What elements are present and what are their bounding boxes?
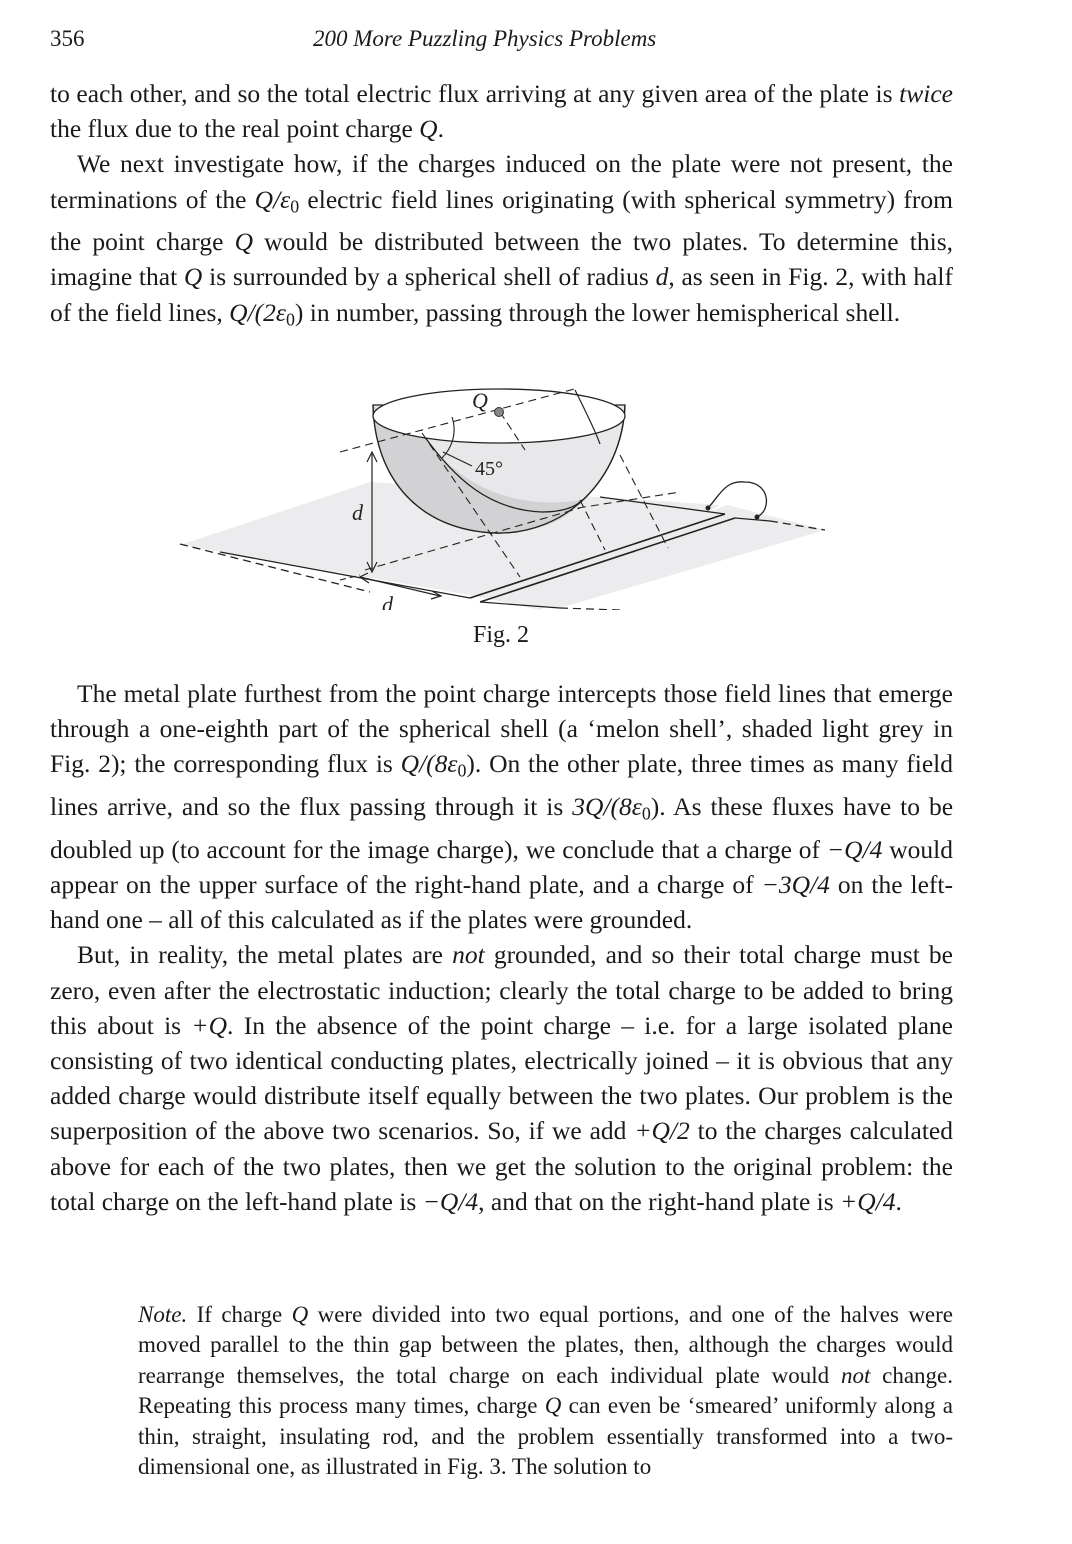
text: grounded, and so their total charge must be zero, even after the electrostatic induction; clearly the total charge to be added to bring this about is <box>50 940 953 1040</box>
text: . As these fluxes have to be doubled up (to account for the image charge), we conclude that a charge of <box>50 792 954 864</box>
math-3Q-over-8eps0: $3Q/(8\varepsilon_0)$ <box>572 792 660 824</box>
emphasis-twice: twice <box>899 79 953 108</box>
paragraph-3 <box>50 676 953 937</box>
body-text-bottom <box>50 676 953 1219</box>
math-Q-over-eps0: $Q/\varepsilon_0$ <box>254 184 300 217</box>
emphasis-not: not <box>452 940 485 970</box>
text: is surrounded by a spherical shell of radius <box>202 262 656 292</box>
text: were divided into two equal portions, and one of the halves were moved parallel to the thin gap between the plates, then, although the charges would rearrange themselves, the total charge on each individual plate would <box>138 1302 954 1388</box>
text: would be distributed between the two plates. To determine this, imagine that <box>50 227 953 292</box>
text: to each other, and so the total electric flux arriving at any given area of the plate is <box>50 79 900 108</box>
text: . On the other plate, three times as many field lines arrive, and so the flux passing through it is <box>50 749 953 822</box>
math-Q: Q <box>183 262 203 292</box>
text: on the left-hand one – all of this calculated as if the plates were grounded. <box>50 869 953 935</box>
paragraph-2 <box>50 146 953 337</box>
point-charge-icon <box>495 408 504 417</box>
text: can even be ‘smeared’ uniformly along a thin, straight, insulating rod, and the problem essentially transformed into a two-dimensional one, as illustrated in Fig. 3. The solution to <box>138 1393 953 1480</box>
text: , as seen in Fig. 2, with half of the field lines, <box>50 262 953 327</box>
text: electric field lines originating (with spherical symmetry) from the point charge <box>50 184 953 257</box>
note-block <box>138 1300 953 1482</box>
text: We next investigate how, if the charges induced on the plate were not present, the terminations of the <box>50 149 953 214</box>
angle-label: 45° <box>475 458 503 480</box>
math-Q: Q <box>419 114 438 144</box>
math-Q: Q <box>291 1302 309 1327</box>
text: , and that on the right-hand plate is <box>478 1186 841 1216</box>
math-Q: Q <box>234 227 253 257</box>
page-number: 356 <box>50 26 85 51</box>
text: . In the absence of the point charge – i.e. for a large isolated plane consisting of two identical conducting plates, electrically joined – it is obvious that any added charge would distribute itself equally between the two plates. Our problem is the superposition of the above two scenarios. So, if we add <box>50 1010 953 1146</box>
text: . <box>437 114 444 144</box>
text: change. Repeating this process many times, charge <box>138 1362 953 1419</box>
text: in number, passing through the lower hemispherical shell. <box>303 297 901 327</box>
text: the flux due to the real point charge <box>50 114 420 144</box>
figure-2 <box>160 370 840 610</box>
text: But, in reality, the metal plates are <box>77 940 453 970</box>
hemisphere-diagram <box>160 370 840 610</box>
math-d: d <box>655 262 669 292</box>
height-label: d <box>352 500 363 525</box>
note-label: Note. <box>138 1302 188 1327</box>
page-header <box>50 26 953 58</box>
paragraph-4 <box>50 937 953 1219</box>
math-minus-Q-4: −Q/4 <box>826 834 883 864</box>
math-minus-Q-4: −Q/4 <box>422 1186 479 1216</box>
width-label: d <box>382 592 393 610</box>
math-Q: Q <box>544 1393 562 1419</box>
note-paragraph <box>138 1300 953 1482</box>
paragraph-1 <box>50 76 953 146</box>
wire-contact-left <box>706 506 711 511</box>
body-text-top <box>50 76 953 337</box>
text: If charge <box>187 1302 292 1327</box>
emphasis-not: not <box>840 1362 871 1388</box>
charge-label: Q <box>472 388 488 413</box>
wire-contact-right <box>755 515 760 520</box>
text: The metal plate furthest from the point charge intercepts those field lines that emerge through a one-eighth part of the spherical shell (a ‘melon shell’, shaded light grey in Fig. 2); the corresponding flux is <box>50 679 953 779</box>
running-title: 200 More Puzzling Physics Problems <box>313 26 657 51</box>
text: to the charges calculated above for each of the two plates, then we get the solution to the original problem: the total charge on the left-hand plate is <box>50 1116 953 1216</box>
math-plus-Q-2: +Q/2 <box>634 1116 690 1146</box>
math-Q-over-2eps0: $Q/(2\varepsilon_0)$ <box>229 297 304 330</box>
math-plus-Q-4: +Q/4 <box>840 1186 896 1216</box>
figure-caption: Fig. 2 <box>472 622 529 648</box>
math-plus-Q: +Q <box>191 1010 228 1040</box>
text: . <box>895 1186 902 1216</box>
right-plate-near-dash <box>560 608 620 610</box>
text: would appear on the upper surface of the right-hand plate, and a charge of <box>50 834 954 899</box>
math-Q-over-8eps0: $Q/(8\varepsilon_0)$ <box>400 749 475 781</box>
math-minus-3Q-4: −3Q/4 <box>761 869 830 899</box>
